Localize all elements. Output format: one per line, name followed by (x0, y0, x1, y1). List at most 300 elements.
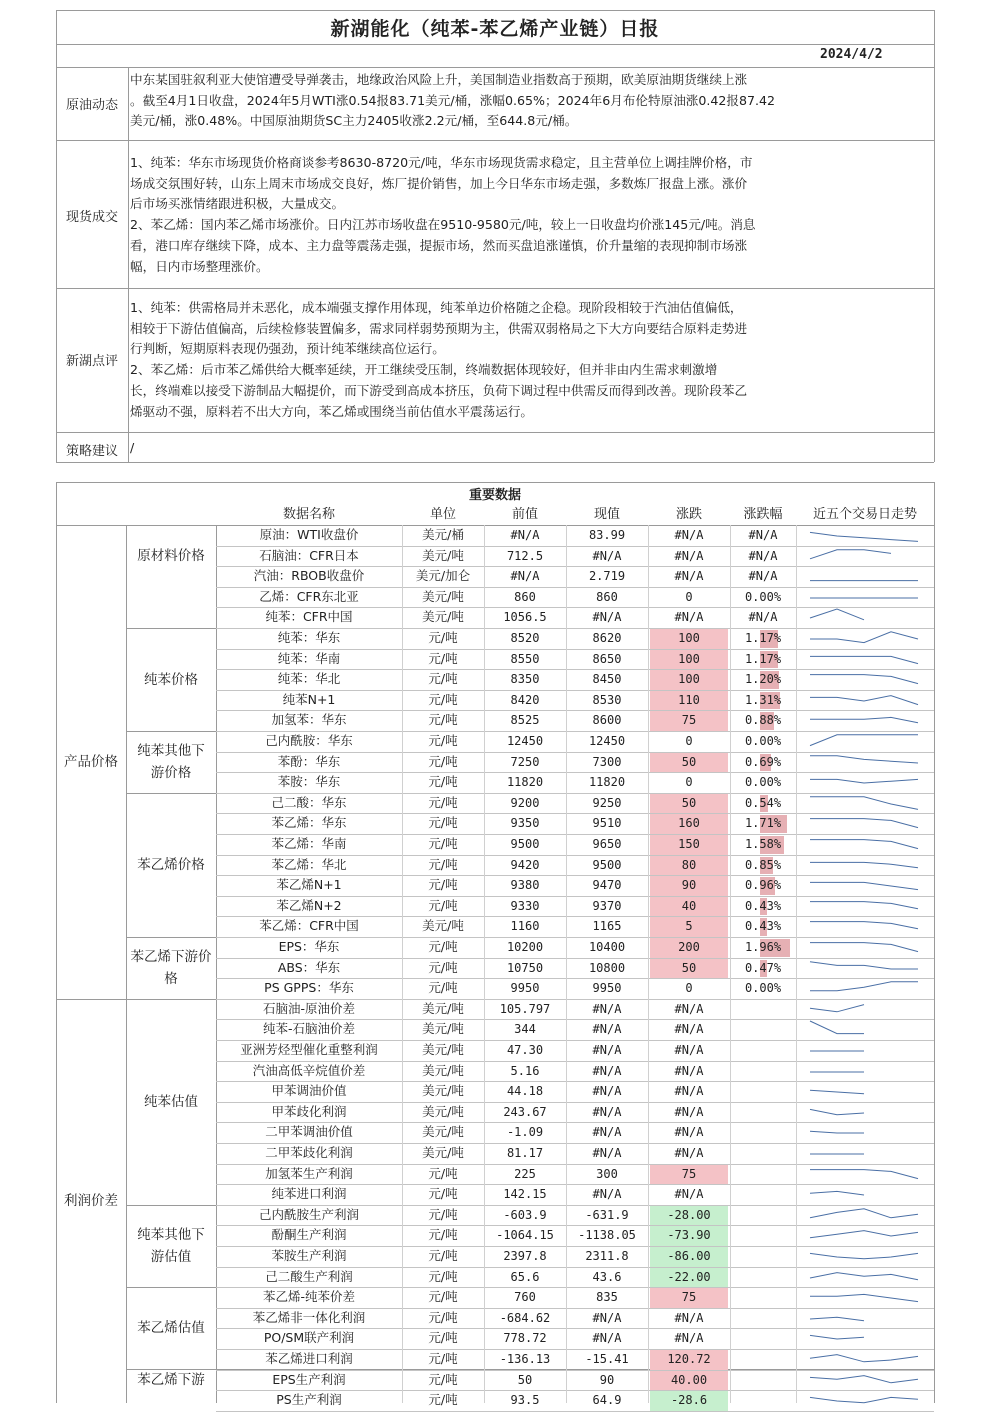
col-header-cur: 现值 (593, 507, 620, 522)
sparkline-path (810, 609, 864, 620)
cell-prev: 8350 (510, 672, 540, 687)
cell-pct (730, 1308, 796, 1329)
cell-chg: 50 (681, 960, 697, 975)
cell-pct (730, 1287, 796, 1308)
cell-name: 纯苯：华北 (277, 671, 341, 687)
sparkline-path (810, 943, 918, 952)
cell-cur: 10400 (588, 940, 626, 954)
cell-unit: 美元/吨 (422, 918, 464, 934)
trend-sparkline (808, 628, 920, 648)
crude-label: 原油动态 (65, 98, 118, 113)
cell-chg: 75 (681, 713, 697, 728)
group-styrene-downstream: 苯乙烯下游 (137, 1372, 205, 1388)
cell-chg: #N/A (674, 1331, 704, 1346)
cell-unit: 元/吨 (428, 1186, 458, 1202)
cell-cur: #N/A (592, 1125, 622, 1140)
cell-prev: 47.30 (506, 1043, 544, 1057)
cell-chg: #N/A (674, 528, 704, 542)
sparkline-path (810, 675, 918, 684)
trend-sparkline (808, 1349, 920, 1369)
sparkline-path (810, 1253, 918, 1258)
cell-unit: 元/吨 (428, 877, 458, 893)
cell-cur: #N/A (592, 1022, 622, 1037)
cell-unit: 元/吨 (428, 1165, 458, 1181)
cell-name: 苯乙烯：华东 (271, 815, 347, 831)
cell-pct (730, 1184, 796, 1205)
cell-pct (730, 1040, 796, 1061)
cell-chg: -22.00 (667, 1269, 711, 1284)
cell-prev: 93.5 (510, 1393, 540, 1408)
cell-prev: 860 (514, 589, 536, 604)
cell-name: 甲苯调油价值 (271, 1083, 347, 1099)
sparkline-path (810, 901, 918, 908)
cell-cur: 9470 (592, 878, 622, 893)
cell-prev: #N/A (510, 569, 540, 584)
cell-unit: 美元/吨 (422, 1145, 464, 1160)
col-header-chg: 涨跌 (675, 507, 702, 522)
cell-chg: #N/A (674, 548, 704, 563)
cell-unit: 元/吨 (428, 691, 458, 707)
cell-chg: 75 (681, 1290, 697, 1305)
trend-sparkline (808, 1122, 920, 1142)
cell-prev: 712.5 (506, 548, 544, 563)
cell-name: 加氢苯：华东 (271, 712, 347, 728)
trend-sparkline (808, 1040, 920, 1060)
cell-pct: 0.96% (744, 878, 782, 893)
trend-sparkline (808, 525, 920, 545)
cell-pct (730, 1225, 796, 1246)
cell-name: PO/SM联产利润 (263, 1330, 355, 1346)
sparkline-path (810, 1109, 864, 1114)
trend-sparkline (808, 587, 920, 607)
cell-prev: 225 (514, 1166, 536, 1181)
sparkline-path (810, 656, 918, 663)
cell-unit: 元/吨 (428, 671, 458, 687)
sparkline-path (810, 1004, 864, 1011)
cell-chg: #N/A (674, 1063, 704, 1078)
cell-name: PS生产利润 (276, 1392, 342, 1408)
cell-chg: 5 (685, 919, 693, 934)
cell-prev: 12450 (506, 734, 544, 748)
cell-prev: -684.62 (499, 1310, 551, 1325)
cell-cur: #N/A (592, 610, 622, 625)
cell-prev: 10750 (506, 960, 544, 975)
trend-sparkline (808, 1390, 920, 1410)
cell-pct (730, 1267, 796, 1288)
trend-sparkline (808, 875, 920, 895)
cell-chg: #N/A (674, 1084, 704, 1099)
cell-cur: 83.99 (588, 528, 626, 542)
cell-chg: #N/A (674, 569, 704, 584)
cell-chg: #N/A (674, 610, 704, 625)
trend-sparkline (808, 1061, 920, 1081)
cell-pct: 0.00% (744, 775, 782, 790)
cell-cur: #N/A (592, 1001, 622, 1016)
cell-name: ABS：华东 (277, 959, 341, 975)
cell-cur: 11820 (588, 775, 626, 790)
cell-prev: 1160 (510, 919, 540, 934)
cell-prev: 9950 (510, 981, 540, 996)
cell-chg: 40.00 (670, 1372, 708, 1387)
trend-sparkline (808, 813, 920, 833)
cell-cur: #N/A (592, 1104, 622, 1119)
cell-unit: 元/吨 (428, 897, 458, 913)
trend-sparkline (808, 1184, 920, 1204)
cell-unit: 元/吨 (428, 815, 458, 831)
cell-pct: 1.31% (744, 692, 782, 707)
cell-chg: 40 (681, 898, 697, 913)
cell-unit: 元/吨 (428, 1371, 458, 1387)
cell-unit: 元/吨 (428, 1330, 458, 1346)
cell-prev: -603.9 (503, 1207, 547, 1222)
cell-chg: #N/A (674, 1146, 704, 1160)
cell-chg: #N/A (674, 1043, 704, 1057)
column-divider (566, 525, 567, 1403)
cell-name: 纯苯：华南 (277, 650, 341, 666)
cell-chg: -73.90 (667, 1228, 711, 1243)
cell-pct (730, 1390, 796, 1411)
cell-name: 己内酰胺：华东 (265, 733, 353, 748)
cell-unit: 美元/桶 (422, 527, 464, 542)
cell-chg: -28.6 (670, 1393, 708, 1408)
sparkline-path (810, 1355, 918, 1362)
cell-cur: 12450 (588, 734, 626, 748)
trend-sparkline (808, 1019, 920, 1039)
cell-unit: 元/吨 (428, 753, 458, 769)
cell-name: 苯酚：华东 (277, 753, 341, 769)
column-divider (402, 525, 403, 1403)
cell-name: 己二酸生产利润 (265, 1268, 353, 1284)
sparkline-path (810, 1295, 918, 1302)
trend-sparkline (808, 958, 920, 978)
trend-sparkline (808, 772, 920, 792)
sparkline-path (810, 1090, 864, 1094)
sparkline-path (810, 1209, 918, 1218)
cell-unit: 美元/吨 (422, 588, 464, 604)
cell-unit: 元/吨 (428, 939, 458, 954)
cell-chg: -28.00 (667, 1207, 711, 1222)
cell-prev: 7250 (510, 754, 540, 769)
cell-name: 原油：WTI收盘价 (259, 527, 359, 542)
cell-chg: 50 (681, 754, 697, 769)
cell-name: 石脑油-原油价差 (262, 1000, 355, 1016)
cell-prev: 9380 (510, 878, 540, 893)
sparkline-path (810, 1398, 918, 1403)
sparkline-path (810, 735, 918, 746)
sparkline-path (810, 883, 918, 890)
cell-chg: 50 (681, 795, 697, 810)
cell-pct (730, 1122, 796, 1143)
cell-chg: 100 (678, 631, 700, 645)
cell-unit: 元/吨 (428, 774, 458, 790)
cell-chg: 90 (681, 878, 697, 893)
cell-prev: 8420 (510, 692, 540, 707)
trend-sparkline (808, 607, 920, 627)
group-benzene-downstream-price: 纯苯其他下游价格 (137, 743, 205, 781)
trend-sparkline (808, 731, 920, 751)
col-header-trend: 近五个交易日走势 (812, 507, 917, 522)
group-benzene-downstream-valuation: 纯苯其他下游估值 (137, 1227, 205, 1265)
cell-prev: 50 (517, 1372, 533, 1387)
cell-name: 苯乙烯非一体化利润 (252, 1309, 366, 1325)
column-divider (648, 525, 649, 1403)
cell-name: 纯苯：华东 (277, 630, 341, 645)
cell-cur: 2311.8 (585, 1249, 629, 1263)
cell-cur: #N/A (592, 1063, 622, 1078)
cell-unit: 美元/吨 (422, 547, 464, 563)
cell-name: 石脑油：CFR日本 (259, 547, 359, 563)
col-header-prev: 前值 (511, 507, 538, 522)
cell-cur: 1165 (592, 919, 622, 934)
cell-prev: 243.67 (503, 1104, 547, 1119)
sparkline-path (810, 632, 918, 643)
cell-unit: 元/吨 (428, 1289, 458, 1305)
group-benzene-price: 纯苯价格 (144, 671, 198, 688)
cell-chg: 0 (685, 981, 693, 996)
trend-sparkline (808, 1308, 920, 1328)
sparkline-path (810, 1317, 864, 1321)
cell-pct (730, 1328, 796, 1349)
cell-cur: 90 (599, 1372, 615, 1387)
sparkline-path (810, 718, 918, 723)
cell-chg: -86.00 (667, 1249, 711, 1263)
sparkline-path (810, 922, 918, 929)
cell-chg: 160 (678, 816, 700, 831)
cell-pct: 0.69% (744, 754, 782, 769)
cell-prev: 105.797 (499, 1001, 551, 1016)
cell-unit: 元/吨 (428, 980, 458, 996)
trend-sparkline (808, 669, 920, 689)
sparkline-path (810, 532, 918, 541)
cell-pct: 1.96% (744, 940, 782, 954)
cell-name: 苯胺生产利润 (271, 1248, 347, 1263)
cell-prev: 142.15 (503, 1187, 547, 1202)
cell-cur: -631.9 (585, 1207, 629, 1222)
cell-prev: 65.6 (510, 1269, 540, 1284)
trend-sparkline (808, 546, 920, 566)
cell-cur: -1138.05 (578, 1228, 636, 1243)
sparkline-path (810, 1375, 918, 1382)
cell-cur: 2.719 (588, 569, 626, 584)
cell-unit: 元/吨 (428, 836, 458, 851)
group-styrene-valuation: 苯乙烯估值 (137, 1320, 205, 1336)
cell-chg: 75 (681, 1166, 697, 1181)
cell-pct: 0.00% (744, 589, 782, 604)
cell-pct: #N/A (748, 610, 778, 625)
cell-pct: 1.17% (744, 631, 782, 645)
cell-prev: 778.72 (503, 1331, 547, 1346)
column-divider (484, 525, 485, 1403)
cell-pct: 1.20% (744, 672, 782, 687)
cell-chg: #N/A (674, 1310, 704, 1325)
cell-prev: 1056.5 (503, 610, 547, 625)
cell-chg: 110 (678, 692, 700, 707)
sparkline-path (810, 1132, 864, 1134)
cell-name: 苯乙烯N+2 (276, 897, 342, 913)
cell-name: 汽油：RBOB收盘价 (253, 568, 365, 584)
cell-prev: 8525 (510, 713, 540, 728)
group-styrene-downstream-price: 苯乙烯下游价格 (130, 949, 212, 987)
sparkline-path (810, 549, 891, 558)
trend-sparkline (808, 978, 920, 998)
cell-cur: 9250 (592, 795, 622, 810)
cell-name: 酚酮生产利润 (271, 1227, 347, 1243)
trend-sparkline (808, 937, 920, 957)
cell-name: 己内酰胺生产利润 (258, 1206, 359, 1222)
group-raw-material-price: 原材料价格 (137, 548, 205, 564)
cell-unit: 元/吨 (428, 1309, 458, 1325)
cell-name: 纯苯-石脑油价差 (262, 1021, 355, 1037)
cell-chg: 80 (681, 857, 697, 872)
trend-sparkline (808, 834, 920, 854)
cell-chg: #N/A (674, 1001, 704, 1016)
cell-pct (730, 1102, 796, 1123)
table-title: 重要数据 (468, 488, 521, 503)
sparkline-path (810, 1021, 864, 1034)
trend-sparkline (808, 752, 920, 772)
trend-sparkline (808, 1225, 920, 1245)
cell-unit: 美元/加仑 (415, 568, 471, 584)
cell-unit: 美元/吨 (422, 1021, 464, 1037)
sparkline-path (810, 1336, 864, 1340)
cell-pct: 0.43% (744, 898, 782, 913)
trend-sparkline (808, 566, 920, 586)
cell-unit: 元/吨 (428, 650, 458, 666)
cell-cur: #N/A (592, 1331, 622, 1346)
cell-cur: 7300 (592, 754, 622, 769)
cell-chg: 0 (685, 775, 693, 790)
cell-cur: 300 (596, 1166, 618, 1181)
sparkline-path (810, 695, 918, 704)
cell-pct: 1.58% (744, 837, 782, 851)
cell-unit: 元/吨 (428, 1268, 458, 1284)
group-styrene-price: 苯乙烯价格 (137, 857, 205, 873)
cell-name: PS GPPS：华东 (264, 980, 354, 996)
cell-pct: #N/A (748, 548, 778, 563)
trend-sparkline (808, 710, 920, 730)
cell-prev: 9500 (510, 837, 540, 851)
cell-unit: 美元/吨 (422, 1103, 464, 1119)
cell-name: 汽油高低辛烷值价差 (252, 1062, 366, 1078)
sparkline-path (810, 862, 918, 867)
trend-sparkline (808, 999, 920, 1019)
strategy-text: / (130, 440, 135, 455)
cell-unit: 美元/吨 (422, 1083, 464, 1099)
cell-pct: 0.00% (744, 734, 782, 748)
cell-prev: 9350 (510, 816, 540, 831)
cell-cur: #N/A (592, 1043, 622, 1057)
trend-sparkline (808, 793, 920, 813)
cell-cur: 8600 (592, 713, 622, 728)
cell-prev: 8550 (510, 651, 540, 666)
cell-prev: 44.18 (506, 1084, 544, 1099)
cell-name: 纯苯N+1 (282, 691, 336, 707)
comment-text: 1、纯苯：供需格局并未恶化，成本端强支撑作用体现，纯苯单边价格随之企稳。现阶段相较于汽油估值偏低， 相较于下游估值偏高，后续检修装置偏多，需求同样弱势预期为主，供需双弱格局之下大方向要结合原料走势进 行判断，短期原料表现仍强劲，预计纯苯继续高位运行。 2、苯乙烯：后市苯乙烯供给大概率延续，开工继续受压制，终端数据体现较好，但并非由内生需求刺激增 长，终端难以接受下游制品大幅提价，而下游受到高成本挤压，负荷下调过程中供需反而得到改善。现阶段苯乙 烯驱动不强，原料若不出大方向，苯乙烯或围绕当前估值水平震荡运行。 (130, 300, 748, 419)
cell-unit: 元/吨 (428, 1392, 458, 1408)
cell-unit: 元/吨 (428, 1248, 458, 1263)
cell-name: 苯乙烯：华南 (271, 836, 347, 851)
cell-name: 亚洲芳烃型催化重整利润 (240, 1042, 378, 1057)
sparkline-path (810, 797, 918, 810)
trend-sparkline (808, 649, 920, 669)
cell-chg: 200 (678, 940, 700, 954)
cell-pct (730, 1370, 796, 1391)
cell-pct: 0.54% (744, 795, 782, 810)
trend-sparkline (808, 1287, 920, 1307)
cell-pct (730, 1019, 796, 1040)
trend-sparkline (808, 1164, 920, 1184)
cell-pct: 0.47% (744, 960, 782, 975)
cell-prev: 81.17 (506, 1146, 544, 1160)
cell-prev: -136.13 (499, 1352, 551, 1366)
group-benzene-valuation: 纯苯估值 (144, 1094, 198, 1110)
cell-name: EPS：华东 (278, 939, 340, 954)
cell-unit: 美元/吨 (422, 1124, 464, 1140)
spot-label: 现货成交 (65, 210, 118, 225)
cell-name: 苯乙烯-纯苯价差 (262, 1289, 355, 1305)
cell-cur: #N/A (592, 1084, 622, 1099)
cell-unit: 元/吨 (428, 1227, 458, 1243)
cell-unit: 美元/吨 (422, 1062, 464, 1078)
cell-pct (730, 1246, 796, 1267)
trend-sparkline (808, 1102, 920, 1122)
cell-cur: 9950 (592, 981, 622, 996)
cell-prev: 9200 (510, 795, 540, 810)
sparkline-path (810, 755, 918, 762)
cell-name: EPS生产利润 (272, 1371, 346, 1387)
cell-cur: #N/A (592, 548, 622, 563)
cell-cur: 8450 (592, 672, 622, 687)
major-group-profit-spread: 利润价差 (64, 1193, 118, 1209)
cell-cur: -15.41 (585, 1352, 629, 1366)
trend-sparkline (808, 1205, 920, 1225)
cell-prev: 344 (514, 1022, 536, 1037)
trend-sparkline (808, 1328, 920, 1348)
trend-sparkline (808, 1267, 920, 1287)
report-date: 2024/4/2 (820, 47, 883, 62)
cell-name: 苯乙烯N+1 (276, 877, 342, 893)
sparkline-path (810, 780, 918, 784)
cell-prev: #N/A (510, 528, 540, 542)
major-group-product-price: 产品价格 (64, 754, 118, 770)
trend-sparkline (808, 896, 920, 916)
cell-name: 己二酸：华东 (271, 794, 347, 810)
column-divider (730, 525, 731, 1403)
cell-prev: -1064.15 (496, 1228, 554, 1243)
cell-pct: 0.00% (744, 981, 782, 996)
cell-cur: #N/A (592, 1187, 622, 1202)
cell-cur: 8620 (592, 631, 622, 645)
cell-pct: #N/A (748, 528, 778, 542)
cell-prev: 9420 (510, 857, 540, 872)
cell-prev: -1.09 (506, 1125, 544, 1140)
cell-name: 甲苯歧化利润 (271, 1103, 347, 1119)
cell-cur: 9370 (592, 898, 622, 913)
cell-cur: #N/A (592, 1146, 622, 1160)
cell-pct (730, 1205, 796, 1226)
cell-pct: #N/A (748, 569, 778, 584)
col-header-pct: 涨跌幅 (743, 507, 783, 522)
trend-sparkline (808, 916, 920, 936)
cell-prev: 2397.8 (503, 1249, 547, 1263)
cell-pct (730, 1061, 796, 1082)
trend-sparkline (808, 1081, 920, 1101)
sparkline-path (810, 982, 918, 991)
cell-name: 乙烯：CFR东北亚 (259, 588, 359, 604)
cell-cur: 835 (596, 1290, 618, 1305)
trend-sparkline (808, 1143, 920, 1163)
cell-unit: 元/吨 (428, 856, 458, 872)
